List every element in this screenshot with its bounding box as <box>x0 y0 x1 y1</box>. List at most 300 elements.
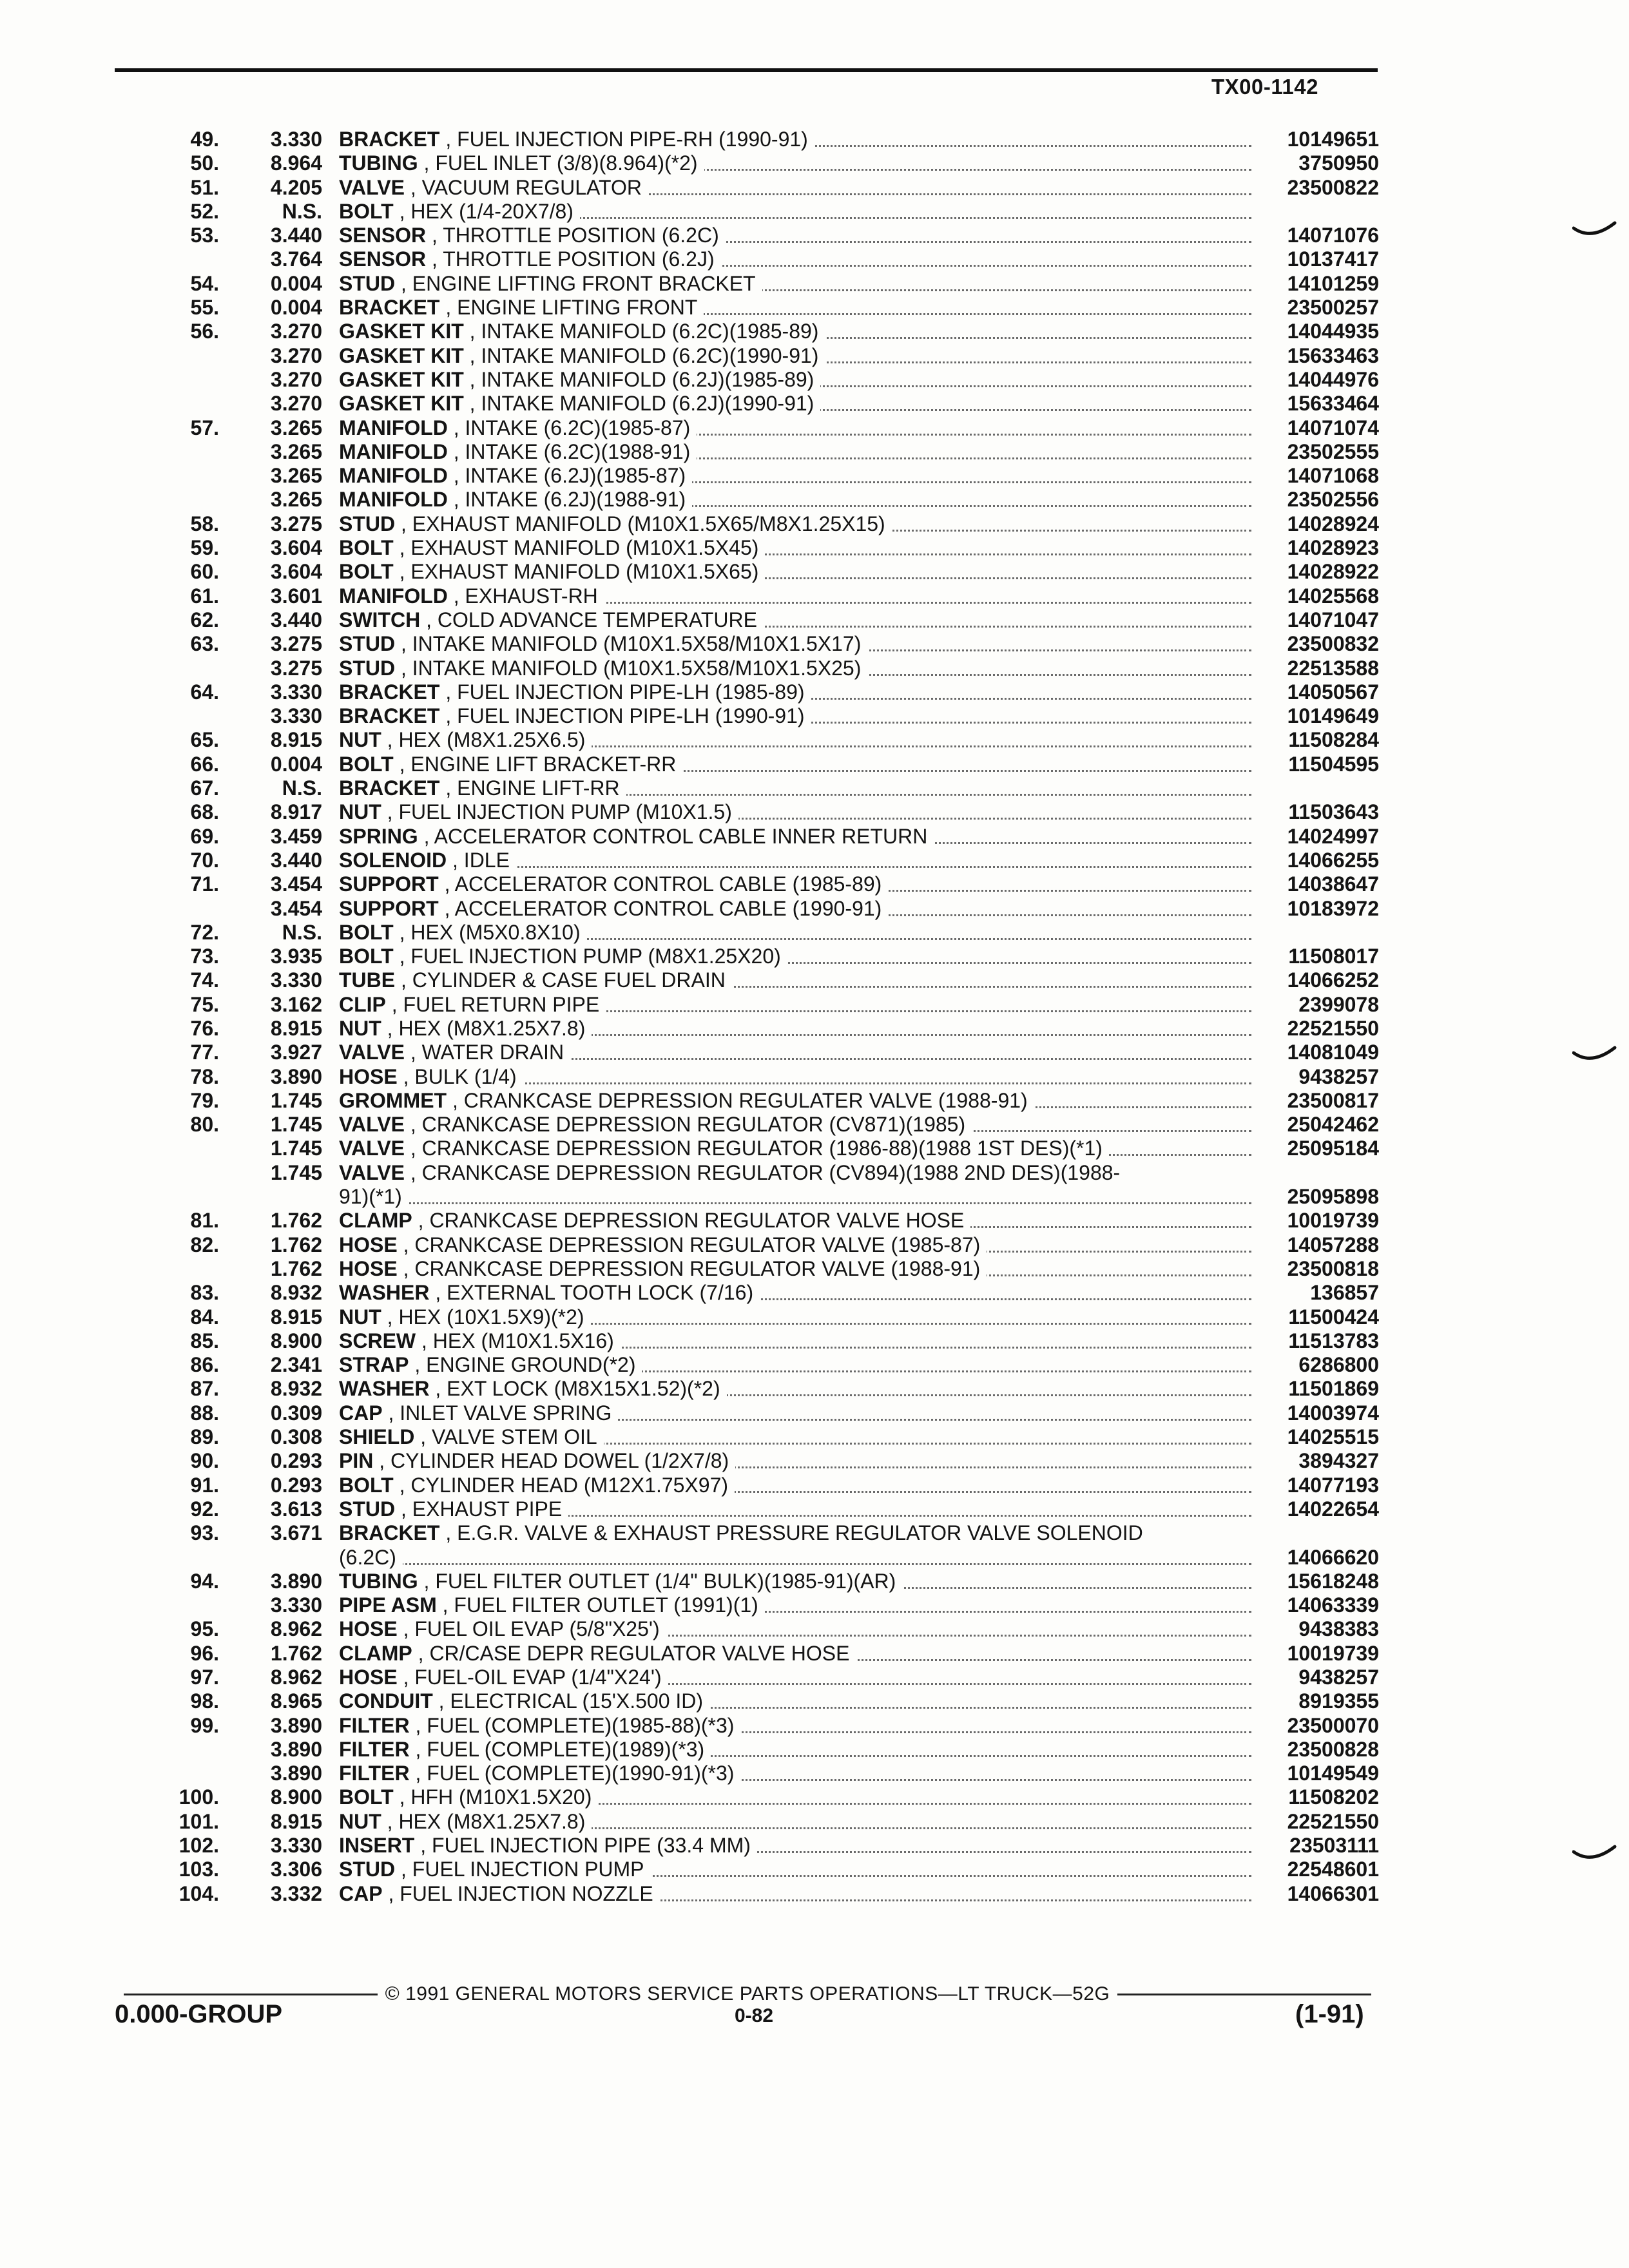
parts-row <box>116 897 1379 921</box>
part-description <box>339 1281 1257 1305</box>
group-number: 3.604 <box>270 560 322 584</box>
part-detail: , FUEL INJECTION PIPE (33.4 MM) <box>420 1834 751 1858</box>
part-description <box>339 368 1257 392</box>
part-description <box>339 320 1257 343</box>
part-name: BRACKET <box>339 296 440 320</box>
part-description <box>339 1449 1257 1473</box>
part-description <box>339 1305 1257 1329</box>
item-number: 72. <box>190 920 219 944</box>
part-description <box>339 1257 1257 1281</box>
item-number: 61. <box>190 584 219 608</box>
parts-row <box>116 560 1379 584</box>
parts-row <box>116 776 1379 800</box>
item-number: 77. <box>190 1041 219 1064</box>
part-name: GROMMET <box>339 1088 447 1112</box>
part-description <box>339 849 1257 872</box>
part-number: 23500822 <box>1287 175 1379 199</box>
part-detail: , ENGINE LIFTING FRONT <box>445 296 698 320</box>
part-name: GASKET KIT <box>339 367 464 391</box>
part-name: NUT <box>339 1305 381 1329</box>
item-number: 60. <box>190 560 219 584</box>
group-number: 3.265 <box>270 464 322 488</box>
part-name: CLIP <box>339 992 386 1016</box>
group-number: N.S. <box>282 920 322 944</box>
part-detail: , EXHAUST-RH <box>453 584 598 608</box>
group-number: 1.745 <box>270 1088 322 1112</box>
parts-row <box>116 1642 1379 1666</box>
group-number: 3.275 <box>270 656 322 680</box>
item-number: 55. <box>190 296 219 320</box>
part-detail: , CRANKCASE DEPRESSION REGULATOR VALVE (1985-87) <box>403 1233 981 1256</box>
parts-row <box>116 200 1379 224</box>
part-description <box>339 608 1257 632</box>
part-detail: , CYLINDER & CASE FUEL DRAIN <box>401 968 726 992</box>
group-number: 3.330 <box>270 1593 322 1617</box>
part-number: 3894327 <box>1298 1449 1379 1473</box>
part-number: 11508202 <box>1288 1785 1379 1809</box>
part-number: 14022654 <box>1287 1497 1379 1521</box>
part-description <box>339 1233 1257 1257</box>
part-name: BOLT <box>339 199 394 223</box>
part-detail: , HEX (1/4-20X7/8) <box>399 199 574 223</box>
part-detail: , EXHAUST MANIFOLD (M10X1.5X65/M8X1.25X15) <box>401 512 885 535</box>
part-description <box>339 1161 1257 1209</box>
part-description <box>339 1858 1257 1881</box>
parts-row <box>116 272 1379 296</box>
part-number: 25095184 <box>1287 1137 1379 1160</box>
part-number: 25095898 <box>1287 1185 1379 1209</box>
group-number: 3.270 <box>270 343 322 367</box>
parts-row <box>116 368 1379 392</box>
part-detail: , CRANKCASE DEPRESSION REGULATOR (1986-88)(1988 1ST DES)(*1) <box>410 1137 1103 1160</box>
group-number: 4.205 <box>270 175 322 199</box>
item-number: 93. <box>190 1521 219 1545</box>
parts-row <box>116 1041 1379 1064</box>
part-name: NUT <box>339 1016 381 1040</box>
part-detail: , INTAKE MANIFOLD (6.2J)(1985-89) <box>469 367 815 391</box>
part-description <box>339 1521 1257 1570</box>
parts-row <box>116 296 1379 320</box>
part-number: 8919355 <box>1298 1689 1379 1713</box>
parts-row <box>116 1474 1379 1497</box>
part-name: STUD <box>339 632 396 656</box>
group-number: 1.762 <box>270 1256 322 1280</box>
part-detail: , HEX (M8X1.25X6.5) <box>387 728 586 752</box>
part-detail: , INTAKE MANIFOLD (M10X1.5X58/M10X1.5X25) <box>401 656 862 680</box>
part-detail: , VACUUM REGULATOR <box>410 175 642 199</box>
part-number: 14101259 <box>1287 271 1379 295</box>
part-description <box>339 128 1257 151</box>
part-detail: , FUEL RETURN PIPE <box>391 992 600 1016</box>
group-number: 1.762 <box>270 1209 322 1233</box>
part-detail: , INTAKE (6.2C)(1985-87) <box>453 416 691 439</box>
part-detail: , CR/CASE DEPR REGULATOR VALVE HOSE <box>418 1641 850 1665</box>
part-detail: , FUEL INJECTION PUMP (M10X1.5) <box>387 800 732 824</box>
parts-row <box>116 800 1379 824</box>
parts-row <box>116 1065 1379 1089</box>
part-description <box>339 1714 1257 1738</box>
part-number: 14081049 <box>1287 1041 1379 1064</box>
part-number: 14057288 <box>1287 1233 1379 1256</box>
part-name: BRACKET <box>339 680 440 704</box>
part-detail: , ENGINE LIFTING FRONT BRACKET <box>401 271 756 295</box>
group-number: 3.440 <box>270 608 322 631</box>
part-number: 14077193 <box>1287 1473 1379 1497</box>
group-number: 8.915 <box>270 1809 322 1833</box>
part-number: 23500817 <box>1287 1088 1379 1112</box>
item-number: 86. <box>190 1353 219 1377</box>
group-number: 1.745 <box>270 1137 322 1160</box>
part-description <box>339 993 1257 1017</box>
item-number: 76. <box>190 1016 219 1040</box>
parts-row <box>116 1785 1379 1809</box>
parts-row <box>116 1161 1379 1209</box>
item-number: 71. <box>190 872 219 896</box>
group-number: 8.932 <box>270 1281 322 1305</box>
part-number: 14050567 <box>1287 680 1379 704</box>
part-description <box>339 464 1257 488</box>
part-number: 14071074 <box>1287 416 1379 439</box>
part-description <box>339 1834 1257 1858</box>
parts-row <box>116 632 1379 656</box>
item-number: 91. <box>190 1473 219 1497</box>
part-name: HOSE <box>339 1666 398 1689</box>
parts-row <box>116 416 1379 440</box>
binder-tick-mark-icon <box>1572 1044 1617 1070</box>
parts-row <box>116 680 1379 704</box>
item-number: 74. <box>190 968 219 992</box>
part-detail: , CYLINDER HEAD DOWEL (1/2X7/8) <box>379 1449 729 1473</box>
parts-row <box>116 1209 1379 1233</box>
parts-row <box>116 392 1379 416</box>
part-detail: , FUEL INJECTION NOZZLE <box>388 1881 653 1905</box>
part-name: PIPE ASM <box>339 1593 437 1617</box>
part-detail: , HEX (M8X1.25X7.8) <box>387 1809 586 1833</box>
part-description <box>339 560 1257 584</box>
part-detail: , HEX (M8X1.25X7.8) <box>387 1016 586 1040</box>
part-detail: , INTAKE MANIFOLD (6.2J)(1990-91) <box>469 392 815 416</box>
part-description <box>339 151 1257 175</box>
group-number: 3.306 <box>270 1858 322 1881</box>
parts-row <box>116 1329 1379 1353</box>
group-number: N.S. <box>282 776 322 800</box>
document-code: TX00-1142 <box>1211 75 1318 99</box>
part-description <box>339 1882 1257 1906</box>
part-name: BRACKET <box>339 776 440 800</box>
group-number: 3.890 <box>270 1569 322 1593</box>
group-number: 3.162 <box>270 992 322 1016</box>
parts-row <box>116 1689 1379 1713</box>
part-description <box>339 897 1257 921</box>
part-name: VALVE <box>339 175 405 199</box>
part-name: SUPPORT <box>339 896 439 920</box>
part-detail: , INLET VALVE SPRING <box>388 1401 612 1425</box>
part-number: 22548601 <box>1287 1858 1379 1881</box>
part-description <box>339 728 1257 752</box>
item-number: 49. <box>190 128 219 151</box>
part-number: 23500832 <box>1287 632 1379 656</box>
part-detail: , ENGINE LIFT-RR <box>445 776 620 800</box>
part-description <box>339 1137 1257 1160</box>
part-description <box>339 1497 1257 1521</box>
parts-row <box>116 849 1379 872</box>
item-number: 56. <box>190 320 219 343</box>
part-name: INSERT <box>339 1834 415 1858</box>
item-number: 103. <box>178 1858 219 1881</box>
part-description <box>339 1017 1257 1041</box>
item-number: 89. <box>190 1425 219 1449</box>
part-name: STUD <box>339 656 396 680</box>
item-number: 64. <box>190 680 219 704</box>
part-description <box>339 512 1257 536</box>
parts-row <box>116 1233 1379 1257</box>
part-description <box>339 921 1257 945</box>
part-detail: , INTAKE MANIFOLD (6.2C)(1985-89) <box>469 320 819 343</box>
part-detail: , BULK (1/4) <box>403 1064 517 1088</box>
part-number: 3750950 <box>1298 151 1379 175</box>
part-name: CLAMP <box>339 1209 412 1233</box>
part-number: 10019739 <box>1287 1641 1379 1665</box>
group-number: 2.341 <box>270 1353 322 1377</box>
part-number: 14025568 <box>1287 584 1379 608</box>
group-number: 3.927 <box>270 1041 322 1064</box>
part-detail: , FUEL FILTER OUTLET (1/4" BULK)(1985-91)(AR) <box>423 1569 896 1593</box>
group-number: 3.270 <box>270 320 322 343</box>
part-name: WASHER <box>339 1281 430 1305</box>
part-name: SENSOR <box>339 224 427 247</box>
part-detail: , INTAKE (6.2C)(1988-91) <box>453 439 691 463</box>
part-name: FILTER <box>339 1737 410 1761</box>
parts-row <box>116 320 1379 343</box>
part-name: BOLT <box>339 560 394 584</box>
part-name: BOLT <box>339 1473 394 1497</box>
part-number: 14066252 <box>1287 968 1379 992</box>
part-description <box>339 1738 1257 1762</box>
part-number: 136857 <box>1310 1281 1379 1305</box>
parts-row <box>116 440 1379 464</box>
part-name: SUPPORT <box>339 872 439 896</box>
parts-row <box>116 1497 1379 1521</box>
part-name: TUBE <box>339 968 396 992</box>
parts-row <box>116 1305 1379 1329</box>
part-detail: , ENGINE LIFT BRACKET-RR <box>399 752 677 776</box>
part-name: CAP <box>339 1881 383 1905</box>
group-number: 3.270 <box>270 367 322 391</box>
part-number: 9438257 <box>1298 1064 1379 1088</box>
item-number: 90. <box>190 1449 219 1473</box>
group-number: 8.915 <box>270 1016 322 1040</box>
part-detail: , FUEL INLET (3/8)(8.964)(*2) <box>423 151 698 175</box>
group-number: 3.265 <box>270 416 322 439</box>
item-number: 97. <box>190 1666 219 1689</box>
part-name: BOLT <box>339 945 394 968</box>
part-number: 9438383 <box>1298 1617 1379 1641</box>
part-number: 10183972 <box>1287 896 1379 920</box>
part-number: 22513588 <box>1287 656 1379 680</box>
part-detail: , IDLE <box>452 848 510 872</box>
part-detail: , FUEL INJECTION PIPE-LH (1985-89) <box>445 680 805 704</box>
group-number: 8.965 <box>270 1689 322 1713</box>
part-detail: , FUEL INJECTION PUMP (M8X1.25X20) <box>399 945 781 968</box>
item-number: 98. <box>190 1689 219 1713</box>
group-number: 8.917 <box>270 800 322 824</box>
part-number: 10149651 <box>1287 128 1379 151</box>
part-number: 10137417 <box>1287 247 1379 271</box>
parts-row <box>116 1089 1379 1113</box>
part-number: 11508017 <box>1288 945 1379 968</box>
part-number: 10019739 <box>1287 1209 1379 1233</box>
item-number: 84. <box>190 1305 219 1329</box>
part-description <box>339 704 1257 728</box>
part-detail: , EXHAUST MANIFOLD (M10X1.5X45) <box>399 536 759 560</box>
group-number: 3.613 <box>270 1497 322 1521</box>
part-name: MANIFOLD <box>339 464 448 488</box>
copyright-text: © 1991 GENERAL MOTORS SERVICE PARTS OPERATIONS—LT TRUCK—52G <box>385 1983 1110 2004</box>
parts-row <box>116 1113 1379 1137</box>
part-number: 14063339 <box>1287 1593 1379 1617</box>
part-name: VALVE <box>339 1113 405 1137</box>
part-number: 22521550 <box>1287 1809 1379 1833</box>
part-detail: , WATER DRAIN <box>410 1041 564 1064</box>
part-number: 23500828 <box>1287 1737 1379 1761</box>
part-name: CONDUIT <box>339 1689 433 1713</box>
part-number: 14024997 <box>1287 824 1379 848</box>
page-number: 0-82 <box>735 2005 774 2026</box>
part-number: 10149649 <box>1287 704 1379 728</box>
part-detail: , CRANKCASE DEPRESSION REGULATOR VALVE HOSE <box>418 1209 965 1233</box>
item-number: 70. <box>190 848 219 872</box>
footer-copyright-line <box>116 1983 1379 2005</box>
group-number: 3.440 <box>270 224 322 247</box>
dot-leader <box>339 1202 1251 1204</box>
parts-row <box>116 728 1379 752</box>
part-detail-continued: (6.2C) <box>339 1546 403 1569</box>
part-name: GASKET KIT <box>339 343 464 367</box>
part-number: 15633464 <box>1287 392 1379 416</box>
part-number: 14028924 <box>1287 512 1379 535</box>
part-name: STUD <box>339 1858 396 1881</box>
part-number: 14066301 <box>1287 1881 1379 1905</box>
part-description <box>339 392 1257 416</box>
group-number: 8.962 <box>270 1666 322 1689</box>
item-number: 73. <box>190 945 219 968</box>
item-number: 59. <box>190 536 219 560</box>
part-number: 14044976 <box>1287 367 1379 391</box>
part-description <box>339 753 1257 776</box>
group-number: 3.330 <box>270 680 322 704</box>
item-number: 50. <box>190 151 219 175</box>
parts-row <box>116 1834 1379 1858</box>
part-description <box>339 1065 1257 1089</box>
item-number: 51. <box>190 175 219 199</box>
part-detail: , EXTERNAL TOOTH LOCK (7/16) <box>435 1281 754 1305</box>
part-name: BOLT <box>339 536 394 560</box>
part-name: MANIFOLD <box>339 488 448 512</box>
item-number: 52. <box>190 199 219 223</box>
parts-row <box>116 1593 1379 1617</box>
part-name: HOSE <box>339 1064 398 1088</box>
item-number: 53. <box>190 224 219 247</box>
part-description <box>339 1209 1257 1233</box>
group-number: 3.890 <box>270 1762 322 1785</box>
part-description <box>339 1570 1257 1593</box>
group-number: 3.890 <box>270 1064 322 1088</box>
item-number: 63. <box>190 632 219 656</box>
part-number: 14038647 <box>1287 872 1379 896</box>
footer-rule-left <box>124 1994 378 1995</box>
part-number: 11504595 <box>1288 752 1379 776</box>
part-detail: , FUEL INJECTION PUMP <box>401 1858 644 1881</box>
part-number: 22521550 <box>1287 1016 1379 1040</box>
part-detail: , CRANKCASE DEPRESSION REGULATOR (CV871)(1985) <box>410 1113 966 1137</box>
part-number: 10149549 <box>1287 1762 1379 1785</box>
part-description <box>339 1785 1257 1809</box>
part-number: 14025515 <box>1287 1425 1379 1449</box>
parts-row <box>116 1401 1379 1425</box>
part-description <box>339 1113 1257 1137</box>
part-name: BOLT <box>339 1785 394 1809</box>
part-detail: , CRANKCASE DEPRESSION REGULATOR (CV894)(1988 2ND DES)(1988- <box>410 1160 1121 1184</box>
item-number: 102. <box>178 1834 219 1858</box>
part-name: FILTER <box>339 1713 410 1737</box>
group-number: 1.745 <box>270 1113 322 1137</box>
part-number: 11503643 <box>1288 800 1379 824</box>
footer-rule-right <box>1117 1994 1371 1995</box>
part-number: 14066620 <box>1287 1545 1379 1569</box>
group-number: N.S. <box>282 199 322 223</box>
part-description <box>339 1377 1257 1401</box>
part-name: TUBING <box>339 1569 418 1593</box>
part-name: SCREW <box>339 1329 416 1352</box>
part-number: 11500424 <box>1288 1305 1379 1329</box>
item-number: 95. <box>190 1617 219 1641</box>
part-description <box>339 872 1257 896</box>
item-number: 80. <box>190 1113 219 1137</box>
part-name: PIN <box>339 1449 374 1473</box>
part-name: BRACKET <box>339 128 440 151</box>
parts-row <box>116 825 1379 849</box>
part-name: NUT <box>339 728 381 752</box>
parts-row <box>116 1666 1379 1689</box>
item-number: 100. <box>178 1785 219 1809</box>
part-description <box>339 440 1257 464</box>
part-description <box>339 488 1257 512</box>
group-number: 3.890 <box>270 1737 322 1761</box>
part-name: STRAP <box>339 1353 409 1377</box>
part-number: 2399078 <box>1298 992 1379 1016</box>
parts-row <box>116 1449 1379 1473</box>
group-number: 3.454 <box>270 896 322 920</box>
part-detail: , ELECTRICAL (15'X.500 ID) <box>438 1689 704 1713</box>
parts-row <box>116 1714 1379 1738</box>
group-number: 8.964 <box>270 151 322 175</box>
part-name: HOSE <box>339 1256 398 1280</box>
part-description <box>339 825 1257 849</box>
part-description <box>339 1642 1257 1666</box>
group-label: 0.000-GROUP <box>115 2000 283 2028</box>
part-description <box>339 200 1257 224</box>
item-number: 104. <box>178 1881 219 1905</box>
parts-row <box>116 993 1379 1017</box>
group-number: 3.330 <box>270 704 322 728</box>
part-name: MANIFOLD <box>339 439 448 463</box>
part-name: WASHER <box>339 1377 430 1401</box>
part-detail: , CYLINDER HEAD (M12X1.75X97) <box>399 1473 729 1497</box>
part-number: 9438257 <box>1298 1666 1379 1689</box>
group-number: 3.935 <box>270 945 322 968</box>
item-number: 57. <box>190 416 219 439</box>
parts-row <box>116 753 1379 776</box>
